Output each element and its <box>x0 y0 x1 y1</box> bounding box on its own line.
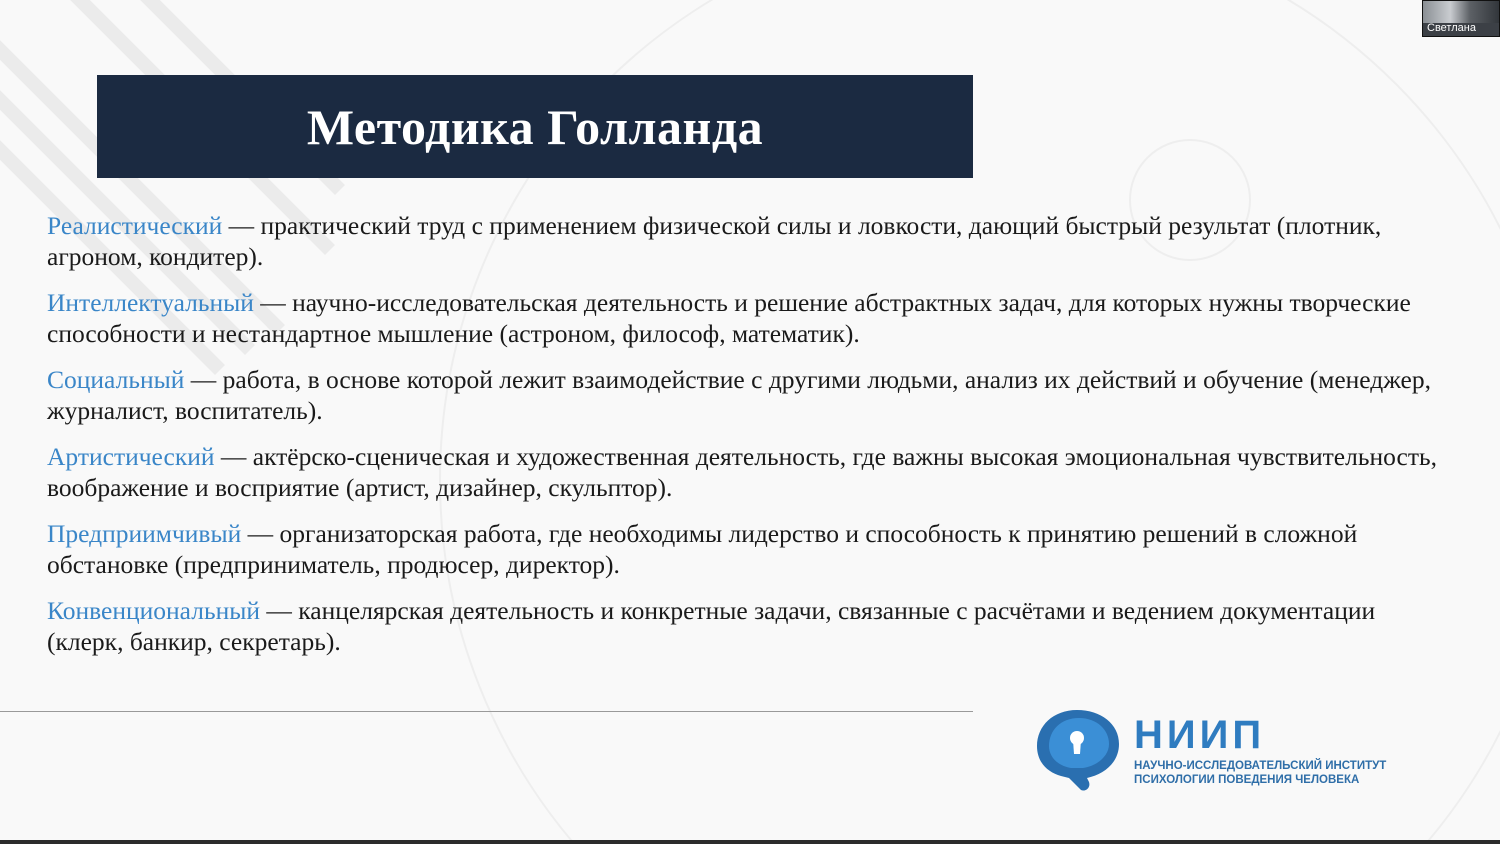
logo-subtitle-line2: ПСИХОЛОГИИ ПОВЕДЕНИЯ ЧЕЛОВЕКА <box>1134 774 1360 786</box>
list-item-conventional <box>47 596 1447 657</box>
desc-artistic: — актёрско-сценическая и художественная деятельность, где важны высокая эмоциональная чувствительность, воображение и восприятие (артист, дизайнер, скульптор). <box>47 442 1437 502</box>
term-social: Социальный <box>47 365 185 394</box>
list-item-enterprising <box>47 519 1447 580</box>
type-list <box>47 211 1447 673</box>
list-item-social <box>47 365 1447 426</box>
footer-divider <box>0 711 973 712</box>
term-artistic: Артистический <box>47 442 215 471</box>
term-enterprising: Предприимчивый <box>47 519 242 548</box>
term-conventional: Конвенциональный <box>47 596 261 625</box>
participant-video-tile[interactable] <box>1422 0 1500 37</box>
bottom-bar <box>0 840 1500 844</box>
term-realistic: Реалистический <box>47 211 223 240</box>
list-item-realistic <box>47 211 1447 272</box>
institute-logo <box>1033 708 1403 792</box>
head-keyhole-icon <box>1033 708 1123 792</box>
desc-realistic: — практический труд с применением физической силы и ловкости, дающий быстрый результат (плотник, агроном, кондитер). <box>47 211 1382 271</box>
desc-social: — работа, в основе которой лежит взаимодействие с другими людьми, анализ их действий и обучение (менеджер, журналист, воспитатель). <box>47 365 1431 425</box>
desc-conventional: — канцелярская деятельность и конкретные задачи, связанные с расчётами и ведением документации (клерк, банкир, секретарь). <box>47 596 1376 656</box>
logo-abbreviation: НИИП <box>1134 713 1266 757</box>
participant-name: Светлана <box>1427 22 1476 34</box>
logo-subtitle-line1: НАУЧНО-ИССЛЕДОВАТЕЛЬСКИЙ ИНСТИТУТ <box>1134 760 1387 772</box>
term-intellectual: Интеллектуальный <box>47 288 254 317</box>
desc-intellectual: — научно-исследовательская деятельность и решение абстрактных задач, для которых нужны творческие способности и нестандартное мышление (астроном, философ, математик). <box>47 288 1411 348</box>
slide-title: Методика Голланда <box>306 98 764 155</box>
participant-video <box>1423 1 1500 23</box>
desc-enterprising: — организаторская работа, где необходимы лидерство и способность к принятию решений в сложной обстановке (предприниматель, продюсер, директор). <box>47 519 1358 579</box>
list-item-artistic <box>47 442 1447 503</box>
logo-subtitle <box>1134 759 1386 787</box>
slide-title-bar <box>97 75 973 178</box>
list-item-intellectual <box>47 288 1447 349</box>
